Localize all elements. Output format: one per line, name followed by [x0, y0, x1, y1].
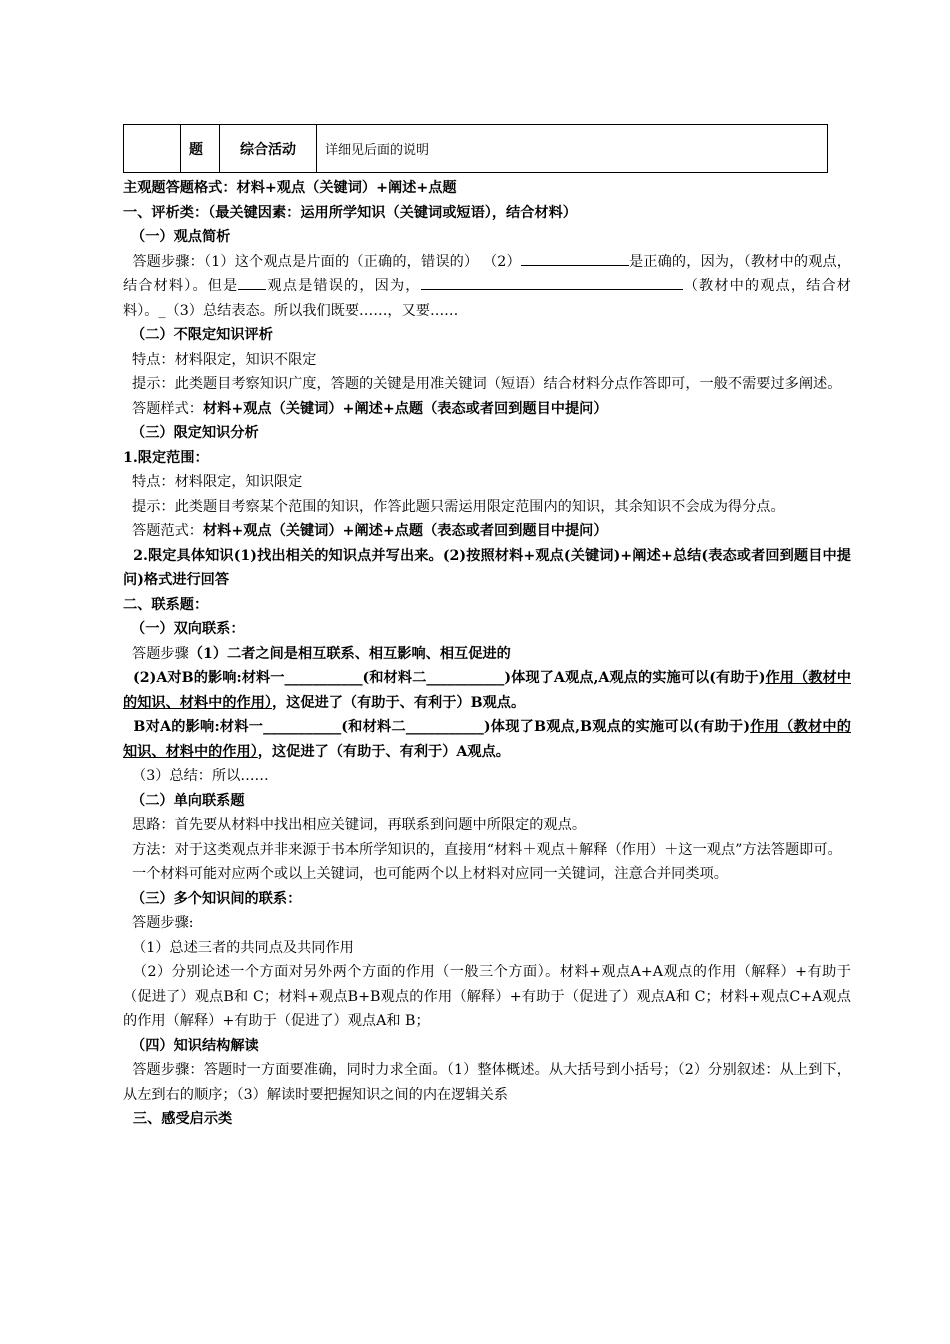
blank-line — [421, 275, 683, 290]
text: （3）总结：所以…… — [132, 768, 269, 784]
text: 提示：此类题目考察知识广度，答题的关键是用准关键词（短语）结合材料分点作答即可，一般不需要过多阐述。 — [132, 376, 842, 392]
subheading-1-3: （三）限定知识分析 — [131, 425, 259, 441]
text: 观点是错误的，因为， — [266, 278, 421, 294]
text: 三、感受启示类 — [132, 1111, 233, 1127]
subheading-2-2: （二）单向联系题 — [131, 792, 245, 809]
header-table — [123, 124, 828, 173]
text: 答题样式： — [132, 400, 203, 417]
text: 思路：首先要从材料中找出相应关键词，再联系到问题中所限定的观点。 — [132, 817, 587, 833]
two-way-steps — [123, 642, 851, 667]
text: 材料+观点（关键词）+阐述+点题（表态或者回到题目中提问） — [202, 400, 608, 417]
subheading-1-1: （一）观点简析 — [131, 229, 231, 245]
subheading-1-2: （二）不限定知识评析 — [131, 327, 273, 343]
section-heading-3 — [123, 1107, 851, 1132]
answer-style-line — [123, 397, 851, 422]
text: 答题范式： — [132, 523, 203, 539]
feature-line-1 — [123, 348, 851, 373]
step-1-line — [123, 936, 851, 961]
table-cell-empty — [124, 125, 181, 173]
blank-line — [521, 251, 629, 266]
text: 答题步骤 — [132, 645, 189, 662]
merge-note-line — [123, 862, 851, 887]
table-cell-ti: 题 — [181, 125, 220, 173]
subheading-2-1: （一）双向联系： — [131, 621, 245, 637]
tip-line-1 — [123, 372, 851, 397]
b-to-a-line — [123, 715, 851, 764]
subheading-2-3: （三）多个知识间的联系： — [131, 890, 302, 907]
text: 是正确的，因为， — [628, 253, 744, 270]
answer-format-line — [123, 519, 851, 544]
text: 答题步骤：（1）这个观点是片面的（正确的，错误的） （2） — [132, 253, 521, 270]
summary-line — [123, 764, 851, 789]
section-heading-1: 一、评析类：（最关键因素：运用所学知识（关键词或短语），结合材料） — [123, 204, 577, 221]
text: ，这促进了（有助于、有利于）B观点。 — [271, 694, 526, 711]
feature-line-2 — [123, 470, 851, 495]
a-to-b-line — [123, 666, 851, 715]
thinking-line — [123, 813, 851, 838]
text: B对A的影响:材料一___________(和材料二___________)体现了B观点,B观点的实施可以(有助于) — [133, 719, 751, 735]
text: 观点，结合材料）。_（3）总结表态。所以我们既要……，又要…… — [123, 278, 851, 319]
limited-range-heading: 1.限定范围： — [123, 449, 209, 466]
subheading-2-4: （四）知识结构解读 — [131, 1037, 259, 1054]
table-cell-note: 详细见后面的说明 — [317, 125, 828, 173]
text: （1）总述三者的共同点及共同作用 — [132, 939, 354, 956]
text: （2）分别论述一个方面对另外两个方面的作用（一般三个方面）。材料+观点A+A观点的作用（解释）+有助于（促进了）观点B和 C；材料+观点B+B观点的作用（解释）+有助于（促进了）观点A和 C；材料+观点C+A观点的作用（解释）+有助于（促进了）观点A和 B； — [123, 964, 851, 1029]
text: 作用（教材中的知识、材料中的作用） — [123, 719, 851, 760]
format-heading: 主观题答题格式：材料+观点（关键词）+阐述+点题 — [123, 180, 457, 196]
method-line — [123, 838, 851, 863]
document-page — [123, 124, 851, 1132]
text: (2)A对B的影响:材料一___________(和材料二___________)体现了A观点,A观点的实施可以(有助于) — [133, 670, 766, 686]
text: ，这促进了（有助于、有利于）A观点。 — [257, 743, 510, 760]
section-heading-2: 二、联系题： — [123, 596, 209, 613]
tip-line-2 — [123, 495, 851, 520]
step-2-paragraph — [123, 960, 851, 1034]
text: 答题步骤: — [132, 915, 194, 931]
text: 2.限定具体知识(1)找出相关的知识点并写出来。(2)按照材料+观点(关键词)+阐述+总结(表态或者回到题目中提问)格式进行回答 — [123, 547, 851, 588]
text: 作用（教材中的知识、材料中的作用） — [123, 670, 851, 711]
text: 特点：材料限定，知识限定 — [132, 474, 303, 490]
paragraph-steps-1 — [123, 250, 851, 324]
table-cell-activity: 综合活动 — [220, 125, 317, 173]
text: （教材中的 — [682, 278, 761, 294]
text: 材料+观点（关键词）+阐述+点题（表态或者回到题目中提问） — [202, 523, 608, 539]
limited-knowledge-line — [123, 544, 851, 593]
text: 答题步骤：答题时一方面要准确，同时力求全面。（1）整体概述。从大括号到小括号；（2）分别叙述：从上到下，从左到右的顺序；（3）解读时要把握知识之间的内在逻辑关系 — [123, 1062, 851, 1103]
steps-label — [123, 911, 851, 936]
text: 特点：材料限定，知识不限定 — [132, 351, 317, 368]
text: （教材中的观点，结合材料）。但是 — [123, 253, 851, 294]
text: 方法：对于这类观点并非来源于书本所学知识的，直接用“材料＋观点＋解释（作用）＋这一观点”方法答题即可。 — [132, 841, 842, 858]
structure-steps-paragraph — [123, 1058, 851, 1107]
blank-line — [238, 275, 266, 290]
text: 一个材料可能对应两个或以上关键词，也可能两个以上材料对应同一关键词，注意合并同类项。 — [132, 866, 728, 882]
text: 提示：此类题目考察某个范围的知识，作答此题只需运用限定范围内的知识，其余知识不会成为得分点。 — [132, 498, 785, 515]
text: （1）二者之间是相互联系、相互影响、相互促进的 — [188, 645, 511, 662]
